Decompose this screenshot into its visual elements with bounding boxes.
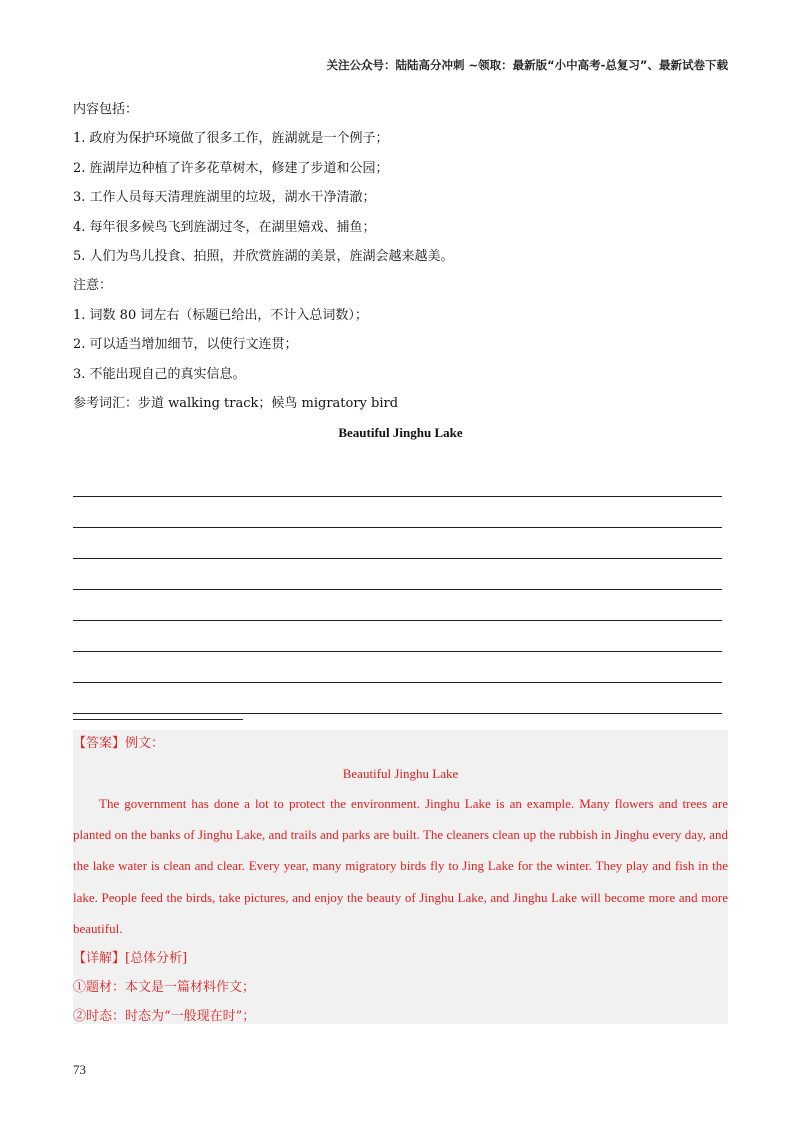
answer-title: Beautiful Jinghu Lake xyxy=(342,766,459,781)
writing-line xyxy=(73,559,722,590)
writing-line xyxy=(73,621,722,652)
task-prompt xyxy=(73,95,728,446)
writing-line xyxy=(73,590,722,621)
detail-item: ①题材：本文是一篇材料作文； xyxy=(73,980,256,996)
writing-line-short xyxy=(73,719,243,720)
detail-heading: 【详解】[总体分析] xyxy=(73,951,188,967)
writing-line xyxy=(73,683,722,714)
note-item: 1. 词数 80 词左右（标题已给出，不计入总词数）； xyxy=(73,307,368,323)
writing-line xyxy=(73,466,722,497)
answer-section xyxy=(73,730,728,1024)
header-note: 关注公众号：陆陆高分冲刺 ~领取：最新版“小中高考-总复习”、最新试卷下载 xyxy=(326,58,728,72)
content-item: 5. 人们为鸟儿投食、拍照，并欣赏旌湖的美景，旌湖会越来越美。 xyxy=(73,248,454,264)
page-number: 73 xyxy=(73,1062,86,1077)
writing-line xyxy=(73,497,722,528)
answer-paragraph: The government has done a lot to protect the environment. Jinghu Lake is an example. Many flowers and trees are planted on the banks of Jinghu Lake, and trails and parks are built. The cleaners clean up the rubbish in Jinghu every day, and the lake water is clean and clear. Every year, many migratory birds fly to Jing Lake for the winter. They play and fish in the lake. People feed the birds, take pictures, and enjoy the beauty of Jinghu Lake, and Jinghu Lake will become more and more beautiful. xyxy=(73,796,728,936)
writing-line xyxy=(73,652,722,683)
detail-item: ②时态：时态为“一般现在时”； xyxy=(73,1009,256,1025)
content-item: 2. 旌湖岸边种植了许多花草树木，修建了步道和公园； xyxy=(73,160,389,176)
writing-line xyxy=(73,528,722,559)
note-item: 3. 不能出现自己的真实信息。 xyxy=(73,366,246,382)
notes-heading: 注意： xyxy=(73,278,113,294)
vocabulary-hint: 参考词汇：步道 walking track；候鸟 migratory bird xyxy=(73,395,399,411)
answer-label: 【答案】例文： xyxy=(73,736,165,751)
content-item: 3. 工作人员每天清理旌湖里的垃圾，湖水干净清澈； xyxy=(73,190,376,206)
essay-title: Beautiful Jinghu Lake xyxy=(338,425,463,441)
note-item: 2. 可以适当增加细节，以使行文连贯； xyxy=(73,337,298,353)
content-heading: 内容包括： xyxy=(73,102,139,117)
content-item: 1. 政府为保护环境做了很多工作，旌湖就是一个例子； xyxy=(73,131,389,147)
content-item: 4. 每年很多候鸟飞到旌湖过冬，在湖里嬉戏、捕鱼； xyxy=(73,219,376,235)
writing-lines xyxy=(73,466,722,714)
